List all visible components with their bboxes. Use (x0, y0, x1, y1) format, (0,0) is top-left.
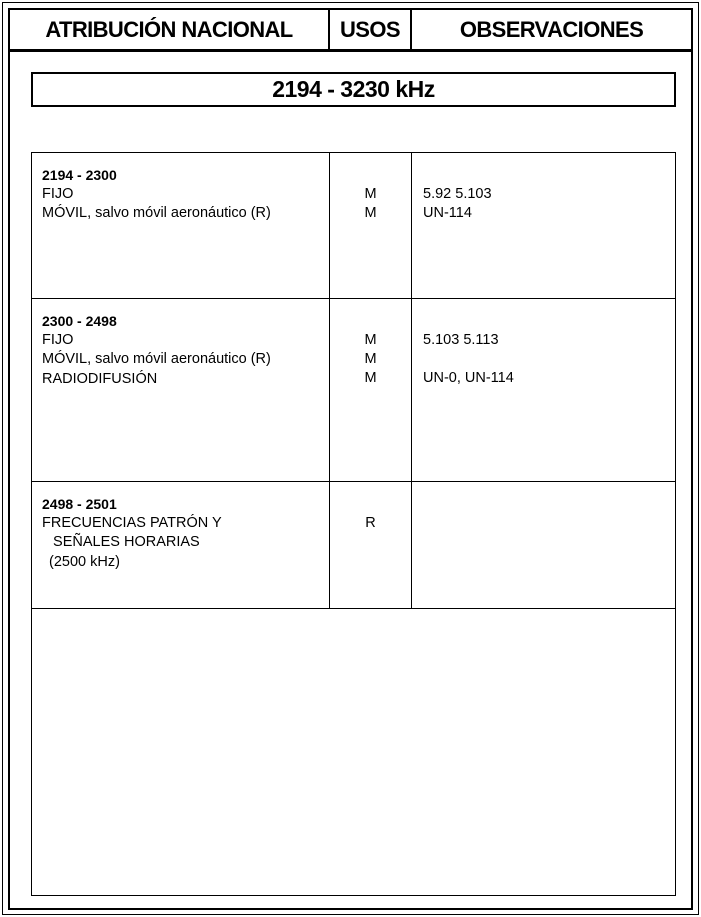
uso-code: M (364, 186, 377, 202)
uso-code: M (364, 332, 377, 348)
service-line: FIJO (42, 332, 74, 349)
service-line: FIJO (42, 186, 74, 203)
uso-code: M (364, 351, 377, 368)
frequency-range: 2194 - 2300 (42, 167, 117, 183)
cell-usos (330, 299, 412, 481)
uso-code: M (364, 370, 377, 387)
table-row (32, 153, 675, 299)
header-atribucion-nacional: ATRIBUCIÓN NACIONAL (45, 16, 293, 42)
cell-atribucion (32, 299, 330, 481)
observation-line: 5.103 5.113 (423, 332, 499, 348)
service-line: MÓVIL, salvo móvil aeronáutico (R) (42, 351, 271, 368)
cell-atribucion (32, 153, 330, 298)
cell-usos (330, 153, 412, 298)
observation-line: UN-114 (423, 205, 472, 222)
service-line: (2500 kHz) (45, 553, 120, 570)
service-line: SEÑALES HORARIAS (45, 534, 200, 551)
table-header (10, 10, 691, 52)
observation-line: 5.92 5.103 (423, 186, 492, 202)
cell-observaciones (412, 482, 675, 608)
header-divider (410, 10, 412, 51)
table-row (32, 299, 675, 482)
frequency-range: 2498 - 2501 (42, 496, 117, 512)
frequency-range: 2300 - 2498 (42, 313, 117, 329)
allocation-table (31, 152, 676, 896)
header-observaciones: OBSERVACIONES (459, 16, 644, 42)
observation-line (423, 350, 675, 369)
service-line: MÓVIL, salvo móvil aeronáutico (R) (42, 205, 271, 222)
frequency-band-title (31, 72, 676, 107)
cell-observaciones (412, 153, 675, 298)
uso-code: R (365, 515, 376, 531)
band-title-text: 2194 - 3230 kHz (272, 76, 435, 102)
uso-code: M (364, 205, 377, 222)
service-line: FRECUENCIAS PATRÓN Y (42, 515, 222, 532)
cell-usos (330, 482, 412, 608)
table-row (32, 482, 675, 609)
header-divider (328, 10, 330, 51)
header-usos: USOS (340, 16, 400, 42)
service-line: RADIODIFUSIÓN (42, 370, 158, 387)
observation-line: UN-0, UN-114 (423, 370, 514, 387)
cell-atribucion (32, 482, 330, 608)
cell-observaciones (412, 299, 675, 481)
